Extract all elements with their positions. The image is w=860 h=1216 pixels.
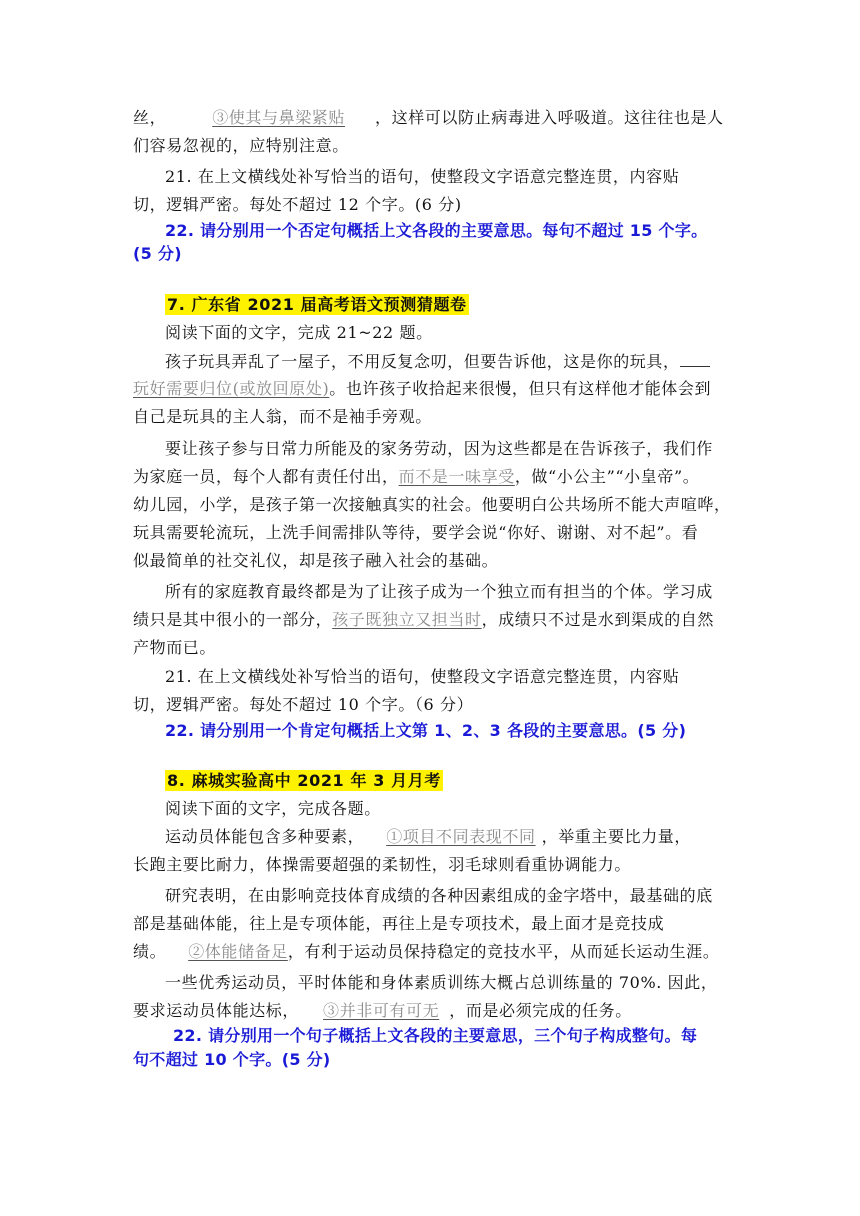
text-span: 运动员体能包含多种要素， bbox=[165, 827, 365, 846]
text-line bbox=[133, 378, 711, 400]
filled-answer: ③使其与鼻梁紧贴 bbox=[212, 108, 346, 127]
highlighted-heading: 7. 广东省 2021 届高考语文预测猜题卷 bbox=[167, 295, 467, 314]
text-line: 幼儿园，小学，是孩子第一次接触真实的社会。他要明白公共场所不能大声喧哗， bbox=[133, 495, 731, 514]
text-line: 玩具需要轮流玩，上洗手间需排队等待，要学会说“你好、谢谢、对不起”。看 bbox=[133, 523, 699, 542]
filled-answer: 玩好需要归位(或放回原处) bbox=[133, 379, 330, 398]
section-7-intro: 阅读下面的文字，完成 21~22 题。 bbox=[165, 323, 433, 342]
filled-answer: ②体能储备足 bbox=[188, 942, 288, 961]
text-span: ，有利于运动员保持稳定的竞技水平，从而延长运动生涯。 bbox=[287, 942, 720, 961]
question-21-cont: 切，逻辑严密。每处不超过 10 个字。（6 分） bbox=[133, 695, 474, 714]
text-span: 绩只是其中很小的一部分， bbox=[133, 610, 333, 629]
section-8-intro: 阅读下面的文字，完成各题。 bbox=[165, 799, 381, 818]
question-22: 22. 请分别用一个否定句概括上文各段的主要意思。每句不超过 15 个字。 bbox=[165, 221, 708, 240]
text-span: ，做“小公主”“小皇帝”。 bbox=[514, 467, 700, 486]
answer-blank bbox=[680, 350, 710, 367]
text-line: 似最简单的社交礼仪，却是孩子融入社会的基础。 bbox=[133, 551, 499, 570]
text-line: 长跑主要比耐力，体操需要超强的柔韧性，羽毛球则看重协调能力。 bbox=[133, 855, 632, 874]
text-line bbox=[165, 350, 710, 373]
text-span: 丝， bbox=[133, 108, 167, 127]
highlighted-heading: 8. 麻城实验高中 2021 年 3 月月考 bbox=[167, 771, 441, 790]
text-span: 孩子玩具弄乱了一屋子，不用反复念叨，但要告诉他，这是你的玩具， bbox=[165, 352, 680, 371]
text-line bbox=[133, 1000, 632, 1022]
text-line: 研究表明，在由影响竞技体育成绩的各种因素组成的金字塔中，最基础的底 bbox=[165, 886, 713, 905]
question-21-cont: 切，逻辑严密。每处不超过 12 个字。(6 分) bbox=[133, 195, 462, 214]
text-line bbox=[133, 609, 714, 631]
text-line: 要让孩子参与日常力所能及的家务劳动，因为这些都是在告诉孩子，我们作 bbox=[165, 439, 713, 458]
text-line: 们容易忽视的，应特别注意。 bbox=[133, 136, 349, 155]
section-7-heading bbox=[165, 294, 469, 316]
question-22: 22. 请分别用一个句子概括上文各段的主要意思，三个句子构成整句。每 bbox=[173, 1026, 698, 1045]
text-line: 所有的家庭教育最终都是为了让孩子成为一个独立而有担当的个体。学习成 bbox=[165, 582, 713, 601]
text-line: 自己是玩具的主人翁，而不是袖手旁观。 bbox=[133, 407, 432, 426]
text-span: ，而是必须完成的任务。 bbox=[449, 1001, 632, 1020]
text-line: 部是基础体能，往上是专项体能，再往上是专项技术，最上面才是竞技成 bbox=[133, 914, 665, 933]
filled-answer: ①项目不同表现不同 bbox=[386, 827, 536, 846]
question-21: 21. 在上文横线处补写恰当的语句，使整段文字语意完整连贯，内容贴 bbox=[165, 667, 680, 686]
text-span: ，这样可以防止病毒进入呼吸道。这往往也是人 bbox=[375, 108, 724, 127]
text-line bbox=[165, 826, 691, 848]
question-22: 22. 请分别用一个肯定句概括上文第 1、2、3 各段的主要意思。(5 分) bbox=[165, 721, 687, 740]
text-span: ，成绩只不过是水到渠成的自然 bbox=[481, 610, 715, 629]
text-line bbox=[133, 466, 699, 488]
question-22-cont: 句不超过 10 个字。(5 分) bbox=[133, 1050, 331, 1069]
text-span: 为家庭一员，每个人都有责任付出， bbox=[133, 467, 399, 486]
filled-answer: 孩子既独立又担当时 bbox=[332, 610, 482, 629]
section-8-heading bbox=[165, 770, 443, 792]
text-span: 绩。 bbox=[133, 942, 167, 961]
text-span: 要求运动员体能达标， bbox=[133, 1001, 300, 1020]
question-22-cont: (5 分) bbox=[133, 244, 182, 263]
text-line: 一些优秀运动员，平时体能和身体素质训练大概占总训练量的 70%. 因此， bbox=[165, 973, 718, 992]
question-21: 21. 在上文横线处补写恰当的语句，使整段文字语意完整连贯，内容贴 bbox=[165, 167, 680, 186]
text-line bbox=[133, 107, 724, 129]
text-line: 产物而已。 bbox=[133, 638, 217, 657]
filled-answer: ③并非可有可无 bbox=[323, 1001, 440, 1020]
text-span: ，举重主要比力量， bbox=[541, 827, 692, 846]
text-span: 。也许孩子收拾起来很慢，但只有这样他才能体会到 bbox=[329, 379, 712, 398]
text-line bbox=[133, 941, 719, 963]
filled-answer: 而不是一味享受 bbox=[398, 467, 515, 486]
